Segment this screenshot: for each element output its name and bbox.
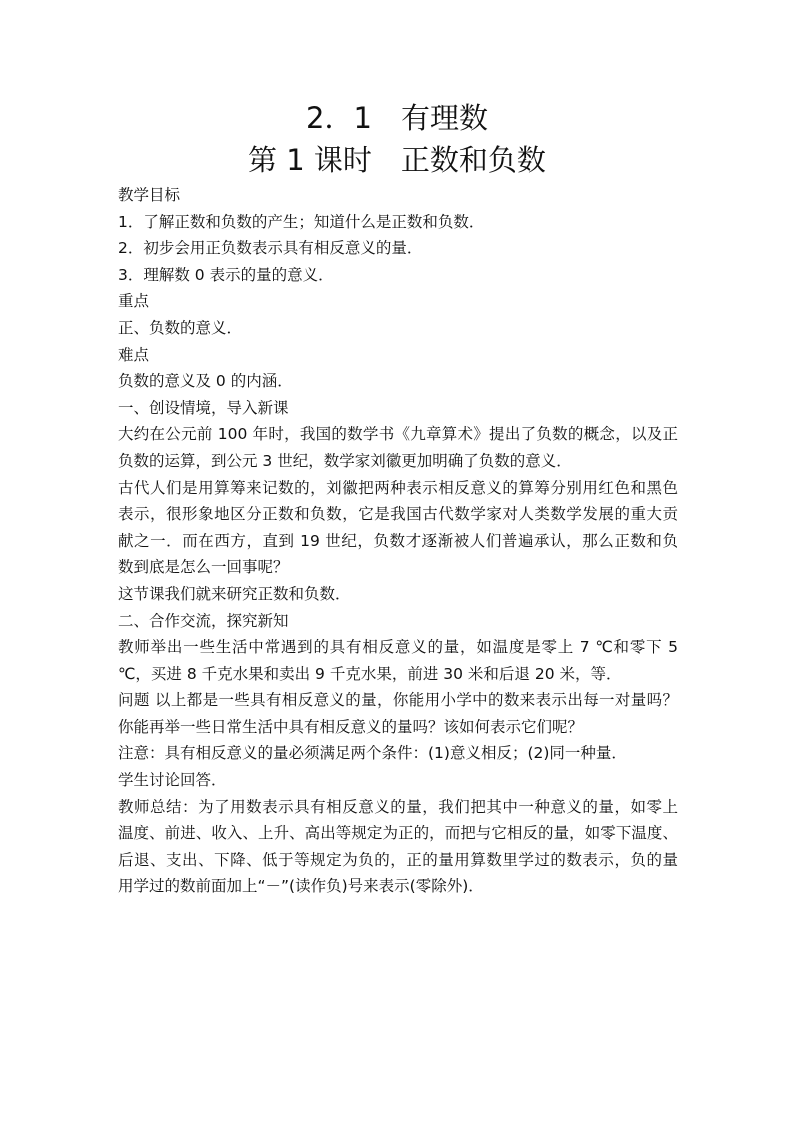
body-line: 古代人们是用算筹来记数的，刘徽把两种表示相反意义的算筹分别用红色和黑色 xyxy=(118,478,678,497)
body-line: 学生讨论回答． xyxy=(118,771,227,790)
body-line: 献之一．而在西方，直到 19 世纪，负数才逐渐被人们普遍承认，那么正数和负 xyxy=(118,531,678,550)
body-line: 难点 xyxy=(118,345,150,364)
body-line: ℃，买进 8 千克水果和卖出 9 千克水果，前进 30 米和后退 20 米，等． xyxy=(118,664,622,683)
body-line: 表示，很形象地区分正数和负数，它是我国古代数学家对人类数学发展的重大贡 xyxy=(118,505,678,524)
body-line: 二、合作交流，探究新知 xyxy=(118,611,289,630)
lesson-title: 2．1 有理数 xyxy=(306,101,488,135)
body-line: 正、负数的意义． xyxy=(118,318,243,337)
body-line: 用学过的数前面加上“－”(读作负)号来表示(零除外)． xyxy=(118,877,484,896)
body-line: 负数的运算，到公元 3 世纪，数学家刘徽更加明确了负数的意义． xyxy=(118,451,572,470)
lesson-subtitle: 第 1 课时 正数和负数 xyxy=(248,143,546,177)
body-line: 后退、支出、下降、低于等规定为负的，正的量用算数里学过的数表示，负的量 xyxy=(118,850,678,869)
body-line: 温度、前进、收入、上升、高出等规定为正的，而把与它相反的量，如零下温度、 xyxy=(118,824,678,843)
body-line: 2．初步会用正负数表示具有相反意义的量． xyxy=(118,239,423,258)
body-line: 教师举出一些生活中常遇到的具有相反意义的量，如温度是零上 7 ℃和零下 5 xyxy=(118,638,678,657)
body-line: 数到底是怎么一回事呢？ xyxy=(118,558,289,577)
body-line: 大约在公元前 100 年时，我国的数学书《九章算术》提出了负数的概念，以及正 xyxy=(118,425,678,444)
body-line: 教学目标 xyxy=(118,186,181,204)
body-line: 问题 以上都是一些具有相反意义的量，你能用小学中的数来表示出每一对量吗？ xyxy=(118,691,678,710)
lesson-body xyxy=(118,182,678,900)
body-line: 重点 xyxy=(118,292,150,311)
body-line: 一、创设情境，导入新课 xyxy=(118,398,289,417)
body-line: 3．理解数 0 表示的量的意义． xyxy=(118,265,334,284)
body-line: 负数的意义及 0 的内涵． xyxy=(118,372,293,391)
body-line: 教师总结：为了用数表示具有相反意义的量，我们把其中一种意义的量，如零上 xyxy=(118,797,678,816)
body-line: 你能再举一些日常生活中具有相反意义的量吗？该如何表示它们呢？ xyxy=(118,717,584,736)
body-line: 注意：具有相反意义的量必须满足两个条件：(1)意义相反；(2)同一种量． xyxy=(118,744,627,763)
body-line: 1．了解正数和负数的产生；知道什么是正数和负数． xyxy=(118,212,485,231)
body-line: 这节课我们就来研究正数和负数． xyxy=(118,584,351,603)
